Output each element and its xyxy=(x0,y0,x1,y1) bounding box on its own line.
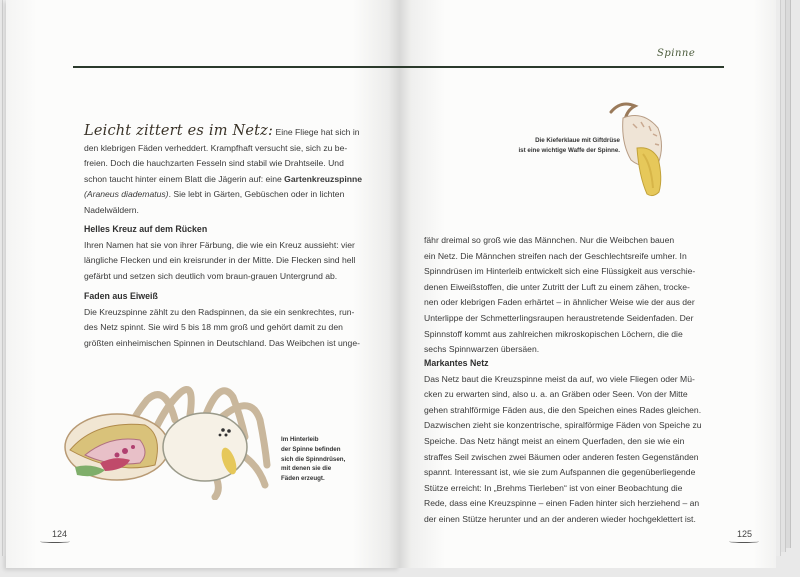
left-intro xyxy=(84,124,384,219)
right-paragraph-1 xyxy=(424,233,734,358)
text-line: gehen strahlförmige Fäden aus, die den Speichen eines Rades gleichen. xyxy=(424,404,702,415)
caption-line: Fäden erzeugt. xyxy=(281,475,325,483)
text-line: nen oder klebrigen Faden erhärtet – in ähnlicher Weise wie der aus der xyxy=(424,297,695,308)
text-line: des Netz spinnt. Sie wird 5 bis 18 mm groß und gehört damit zu den xyxy=(84,322,343,333)
fang-illustration xyxy=(603,98,673,202)
text-line: größten einheimischen Spinnen in Deutschland. Das Weibchen ist unge- xyxy=(84,337,360,348)
text-line: Die Kreuzspinne zählt zu den Radspinnen, da sie ein senkrechtes, run- xyxy=(84,306,355,317)
spider-caption xyxy=(281,435,361,484)
page-edge-right-3 xyxy=(786,0,791,548)
left-section-2 xyxy=(84,289,384,351)
text-line: Dazwischen zieht sie konzentrische, spiralförmige Fäden von Speiche zu xyxy=(424,420,702,431)
page-edge-right-2 xyxy=(781,0,786,552)
text-line: Spinndrüsen im Hinterleib entwickelt sich eine Flüssigkeit aus verschie- xyxy=(424,266,696,277)
text-line: denen Eiweißstoffen, die unter Zutritt der Luft zu einem zähen, trocke- xyxy=(424,281,690,292)
text-line: Ihren Namen hat sie von ihrer Färbung, die wie ein Kreuz aussieht: vier xyxy=(84,239,355,250)
text-line: straffes Seil zwischen zwei Bäumen oder anderen festen Gegenständen xyxy=(424,451,699,462)
header-rule xyxy=(73,66,724,68)
text-line: längliche Flecken und ein kreisrunder in der Mitte. Die Flecken sind hell xyxy=(84,255,356,266)
section-heading: Markantes Netz xyxy=(424,358,489,368)
page-edge-right-1 xyxy=(776,0,781,556)
fang-caption xyxy=(500,136,620,156)
caption-line: Die Kieferklaue mit Giftdrüse xyxy=(535,137,620,144)
text-line: spannt. Interessant ist, wie sie zum Aufspannen die gegenüberliegende xyxy=(424,467,696,478)
caption-line: ist eine wichtige Waffe der Spinne. xyxy=(518,146,620,154)
section-heading: Faden aus Eiweiß xyxy=(84,291,158,301)
caption-line: der Spinne befinden xyxy=(281,445,341,453)
text-line: Nadelwäldern. xyxy=(84,204,139,215)
caption-line: sich die Spinndrüsen, xyxy=(281,455,346,463)
text-line: der einen Stütze herunter und an der anderen wieder hochgeklettert ist. xyxy=(424,513,696,524)
page-number-left: 124 xyxy=(52,529,68,539)
lead-title: Leicht zittert es im Netz: xyxy=(84,123,274,139)
text-line: Eine Fliege hat sich in xyxy=(273,127,360,137)
right-section xyxy=(424,356,734,528)
text-line: Unterlippe der Schmetterlingsraupen heraustretende Seidenfaden. Der xyxy=(424,312,694,323)
text-line: sechs Spinnwarzen übersäen. xyxy=(424,344,540,355)
left-section-1 xyxy=(84,222,384,284)
text-line: fähr dreimal so groß wie das Männchen. Nur die Weibchen bauen xyxy=(424,235,675,245)
page-number-swash xyxy=(729,540,759,543)
text-line: Stütze erreicht: In „Brehms Tierleben“ ist von einer Beobachtung die xyxy=(424,482,683,493)
species-name: Gartenkreuzspinne xyxy=(284,173,363,184)
text-line: cken zu erwarten sind, also u. a. an Gräben oder Seen. Von der Mitte xyxy=(424,389,688,400)
caption-line: mit denen sie die xyxy=(281,465,332,473)
text-line: gefärbt und setzen sich deutlich vom braun-grauen Untergrund ab. xyxy=(84,270,338,281)
latin-name: (Araneus diadematus) xyxy=(84,189,169,200)
spider-anatomy-illustration xyxy=(55,375,280,500)
page-number-swash xyxy=(40,540,70,543)
page-number-right: 125 xyxy=(737,529,753,539)
text-line: Spinnstoff kommt aus zahlreichen mikroskopischen Löchern, die die xyxy=(424,328,683,339)
text-line: Das Netz baut die Kreuzspinne meist da auf, wo viele Fliegen oder Mü- xyxy=(424,373,695,384)
caption-line: Im Hinterleib xyxy=(281,436,319,443)
running-head: Spinne xyxy=(657,48,696,59)
text-line: freien. Doch die hauchzarten Fesseln sind stabil wie Drahtseile. Und xyxy=(84,158,344,169)
text-line: den klebrigen Fäden verheddert. Krampfhaft versucht sie, sich zu be- xyxy=(84,142,348,153)
text-line: . Sie lebt in Gärten, Gebüschen oder in lichten xyxy=(168,189,345,200)
text-line: schon taucht hinter einem Blatt die Jägerin auf: eine xyxy=(84,173,285,184)
text-line: Rede, dass eine Kreuzspinne – einen Faden hinter sich herziehend – an xyxy=(424,498,700,509)
section-heading: Helles Kreuz auf dem Rücken xyxy=(84,224,208,234)
text-line: Speiche. Das Netz hängt meist an einem Querfaden, den sie wie ein xyxy=(424,435,685,446)
text-line: ein Netz. Die Männchen streifen nach der Geschlechtsreife umher. In xyxy=(424,250,687,261)
